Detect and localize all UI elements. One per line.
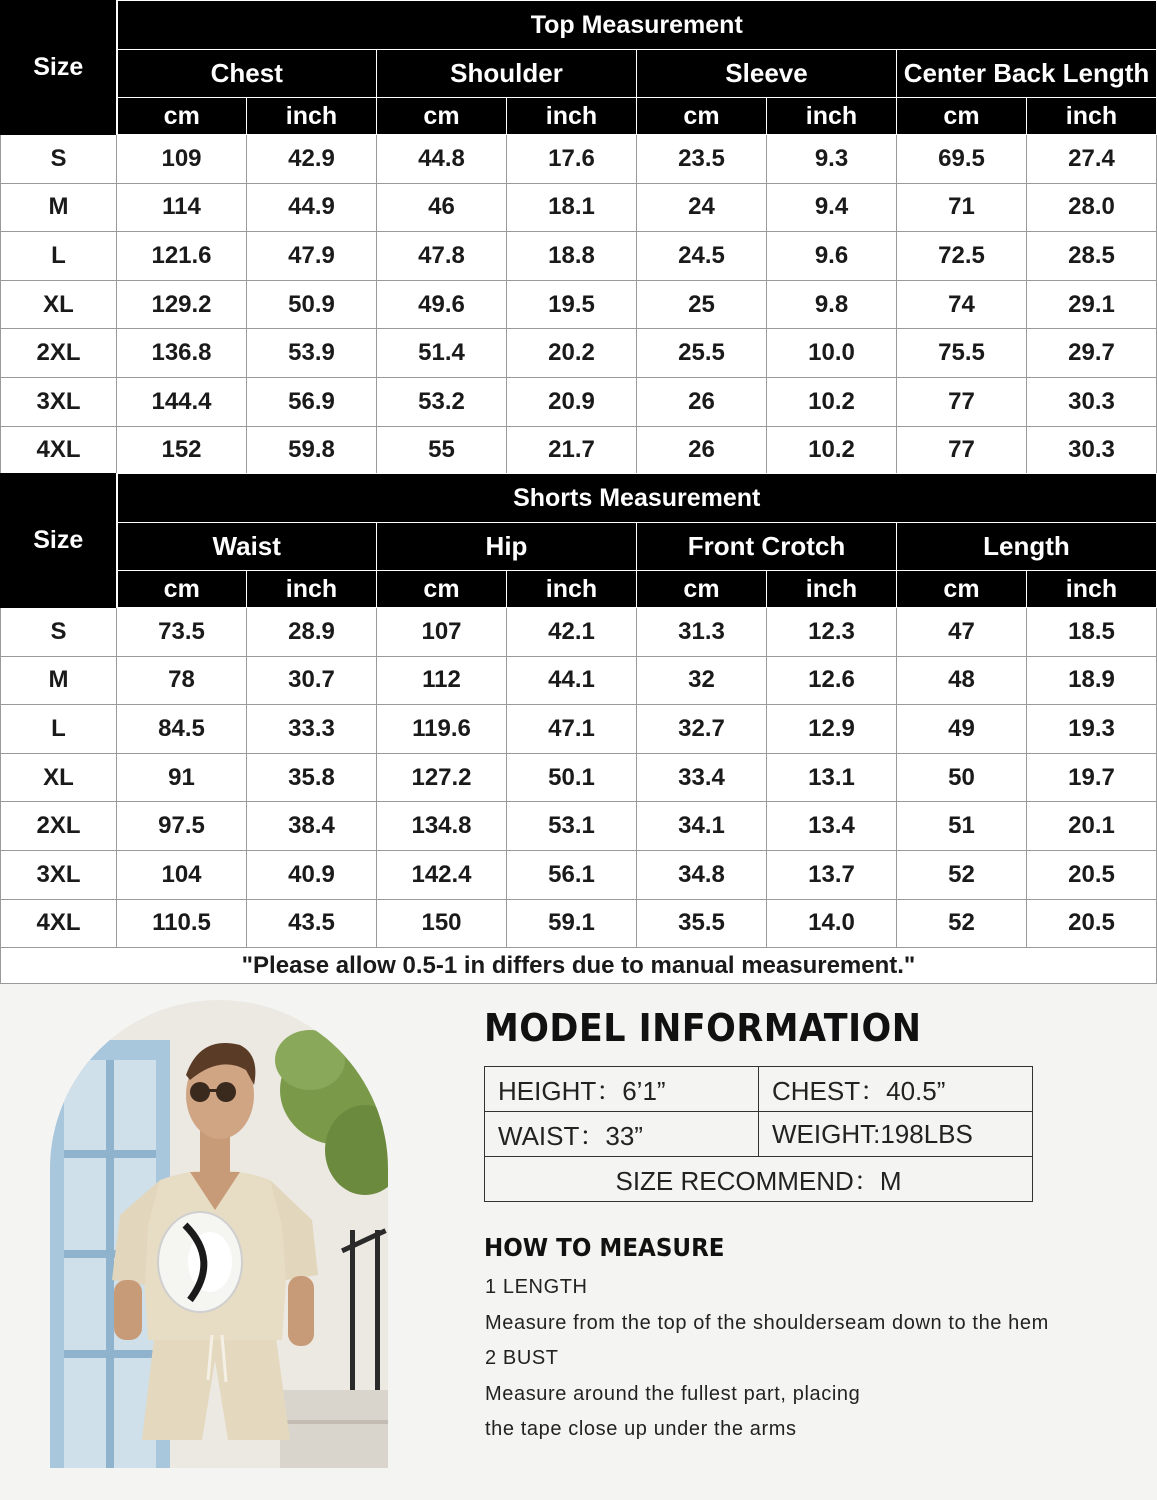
- top-measurement-table: [0, 0, 1157, 475]
- measurement-cell: 136.8: [117, 329, 247, 378]
- measurement-cell: 47.9: [247, 232, 377, 281]
- unit-header: cm: [377, 571, 507, 608]
- table-row: [1, 329, 1157, 378]
- model-weight: WEIGHT:198LBS: [759, 1112, 1033, 1157]
- measurement-cell: 9.4: [767, 183, 897, 232]
- table-row: [1, 377, 1157, 426]
- measurement-cell: 47: [897, 608, 1027, 657]
- unit-row: [1, 98, 1157, 135]
- measurement-cell: 10.0: [767, 329, 897, 378]
- measurement-cell: 110.5: [117, 899, 247, 948]
- measurement-cell: 44.8: [377, 135, 507, 184]
- unit-header: inch: [767, 98, 897, 135]
- measurement-cell: 32.7: [637, 705, 767, 754]
- size-label-cell: S: [1, 608, 117, 657]
- measurement-cell: 104: [117, 850, 247, 899]
- measurement-cell: 56.9: [247, 377, 377, 426]
- measurement-cell: 10.2: [767, 426, 897, 475]
- measurement-cell: 29.7: [1027, 329, 1157, 378]
- measurement-cell: 134.8: [377, 802, 507, 851]
- model-illustration: [50, 1000, 388, 1468]
- measurement-cell: 12.9: [767, 705, 897, 754]
- table-row: [1, 656, 1157, 705]
- measurement-cell: 107: [377, 608, 507, 657]
- model-info-table: [484, 1066, 1033, 1202]
- measurement-cell: 20.5: [1027, 850, 1157, 899]
- measurement-cell: 9.3: [767, 135, 897, 184]
- unit-header: cm: [637, 98, 767, 135]
- table-row: [1, 232, 1157, 281]
- group-chest: Chest: [117, 50, 377, 98]
- measurement-cell: 19.5: [507, 280, 637, 329]
- measurement-cell: 19.3: [1027, 705, 1157, 754]
- unit-header: cm: [117, 98, 247, 135]
- measurement-cell: 69.5: [897, 135, 1027, 184]
- unit-header: inch: [507, 98, 637, 135]
- measurement-cell: 50.9: [247, 280, 377, 329]
- measurement-cell: 150: [377, 899, 507, 948]
- table-row: [1, 802, 1157, 851]
- group-length: Length: [897, 523, 1157, 571]
- size-label-cell: L: [1, 232, 117, 281]
- size-label-cell: S: [1, 135, 117, 184]
- measurement-cell: 9.6: [767, 232, 897, 281]
- measurement-cell: 33.4: [637, 753, 767, 802]
- measurement-cell: 49.6: [377, 280, 507, 329]
- model-chest: CHEST：40.5”: [759, 1067, 1033, 1112]
- measurement-cell: 73.5: [117, 608, 247, 657]
- unit-header: cm: [897, 98, 1027, 135]
- measurement-cell: 144.4: [117, 377, 247, 426]
- measurement-cell: 34.1: [637, 802, 767, 851]
- measurement-cell: 121.6: [117, 232, 247, 281]
- measurement-cell: 114: [117, 183, 247, 232]
- unit-header: cm: [897, 571, 1027, 608]
- measurement-cell: 26: [637, 377, 767, 426]
- measurement-cell: 51.4: [377, 329, 507, 378]
- measurement-cell: 44.9: [247, 183, 377, 232]
- measurement-cell: 28.9: [247, 608, 377, 657]
- measurement-cell: 59.8: [247, 426, 377, 475]
- measurement-cell: 33.3: [247, 705, 377, 754]
- measurement-cell: 71: [897, 183, 1027, 232]
- measurement-cell: 14.0: [767, 899, 897, 948]
- measurement-cell: 20.2: [507, 329, 637, 378]
- measurement-cell: 23.5: [637, 135, 767, 184]
- measurement-cell: 91: [117, 753, 247, 802]
- measurement-cell: 78: [117, 656, 247, 705]
- measurement-cell: 59.1: [507, 899, 637, 948]
- measurement-cell: 53.9: [247, 329, 377, 378]
- measurement-cell: 35.5: [637, 899, 767, 948]
- measurement-cell: 25: [637, 280, 767, 329]
- measurement-cell: 52: [897, 899, 1027, 948]
- measurement-cell: 119.6: [377, 705, 507, 754]
- measurement-cell: 77: [897, 426, 1027, 475]
- measurement-cell: 75.5: [897, 329, 1027, 378]
- size-recommend: SIZE RECOMMEND：M: [485, 1157, 1033, 1202]
- measurement-cell: 28.0: [1027, 183, 1157, 232]
- measurement-cell: 12.3: [767, 608, 897, 657]
- measurement-cell: 50.1: [507, 753, 637, 802]
- measurement-cell: 13.7: [767, 850, 897, 899]
- unit-row: [1, 571, 1157, 608]
- model-waist: WAIST：33”: [485, 1112, 759, 1157]
- measurement-cell: 142.4: [377, 850, 507, 899]
- measurement-cell: 24.5: [637, 232, 767, 281]
- top-table-title: Top Measurement: [117, 1, 1157, 50]
- top-table-body: [1, 135, 1157, 475]
- measurement-cell: 50: [897, 753, 1027, 802]
- measurement-cell: 18.9: [1027, 656, 1157, 705]
- table-row: [1, 850, 1157, 899]
- size-header: Size: [1, 1, 117, 135]
- unit-header: inch: [1027, 98, 1157, 135]
- measurement-cell: 30.3: [1027, 377, 1157, 426]
- unit-header: inch: [247, 571, 377, 608]
- measurement-cell: 152: [117, 426, 247, 475]
- group-hip: Hip: [377, 523, 637, 571]
- group-sleeve: Sleeve: [637, 50, 897, 98]
- how-to-measure-title: HOW TO MEASURE: [484, 1233, 725, 1262]
- measurement-cell: 43.5: [247, 899, 377, 948]
- measurement-cell: 49: [897, 705, 1027, 754]
- unit-header: cm: [637, 571, 767, 608]
- group-waist: Waist: [117, 523, 377, 571]
- table-row: [1, 280, 1157, 329]
- measurement-cell: 26: [637, 426, 767, 475]
- size-label-cell: 2XL: [1, 802, 117, 851]
- measurement-cell: 129.2: [117, 280, 247, 329]
- measurement-cell: 53.2: [377, 377, 507, 426]
- shorts-table-title: Shorts Measurement: [117, 474, 1157, 523]
- measurement-cell: 18.5: [1027, 608, 1157, 657]
- measurement-cell: 112: [377, 656, 507, 705]
- measurement-cell: 74: [897, 280, 1027, 329]
- table-row: [1, 426, 1157, 475]
- model-photo: [50, 1000, 388, 1468]
- measurement-cell: 18.8: [507, 232, 637, 281]
- bust-description-line1: Measure around the fullest part, placing: [485, 1383, 861, 1405]
- table-row: [1, 183, 1157, 232]
- measurement-cell: 19.7: [1027, 753, 1157, 802]
- size-label-cell: 4XL: [1, 426, 117, 475]
- measurement-cell: 9.8: [767, 280, 897, 329]
- measurement-cell: 48: [897, 656, 1027, 705]
- table-row: [1, 753, 1157, 802]
- shorts-table-body: [1, 608, 1157, 948]
- group-center-back-length: Center Back Length: [897, 50, 1157, 98]
- size-label-cell: 3XL: [1, 377, 117, 426]
- measurement-cell: 51: [897, 802, 1027, 851]
- model-info-title: MODEL INFORMATION: [484, 1006, 922, 1050]
- measurement-cell: 21.7: [507, 426, 637, 475]
- measurement-cell: 20.9: [507, 377, 637, 426]
- unit-header: inch: [1027, 571, 1157, 608]
- table-row: [1, 899, 1157, 948]
- unit-header: inch: [507, 571, 637, 608]
- measurement-cell: 56.1: [507, 850, 637, 899]
- measurement-cell: 25.5: [637, 329, 767, 378]
- shorts-measurement-table: [0, 473, 1157, 948]
- size-header: Size: [1, 474, 117, 608]
- size-label-cell: M: [1, 183, 117, 232]
- measurement-cell: 13.1: [767, 753, 897, 802]
- measurement-cell: 55: [377, 426, 507, 475]
- group-shoulder: Shoulder: [377, 50, 637, 98]
- measurement-cell: 12.6: [767, 656, 897, 705]
- measurement-cell: 46: [377, 183, 507, 232]
- measurement-note: "Please allow 0.5-1 in differs due to manual measurement.": [0, 946, 1157, 984]
- table-row: [1, 135, 1157, 184]
- size-label-cell: XL: [1, 280, 117, 329]
- measurement-cell: 34.8: [637, 850, 767, 899]
- unit-header: cm: [117, 571, 247, 608]
- size-label-cell: M: [1, 656, 117, 705]
- length-description: Measure from the top of the shoulderseam down to the hem: [485, 1312, 1049, 1334]
- size-label-cell: XL: [1, 753, 117, 802]
- measurement-cell: 127.2: [377, 753, 507, 802]
- measurement-cell: 32: [637, 656, 767, 705]
- measurement-cell: 42.1: [507, 608, 637, 657]
- measurement-cell: 20.5: [1027, 899, 1157, 948]
- size-label-cell: 2XL: [1, 329, 117, 378]
- measurement-cell: 35.8: [247, 753, 377, 802]
- measurement-cell: 40.9: [247, 850, 377, 899]
- measurement-cell: 97.5: [117, 802, 247, 851]
- measurement-cell: 24: [637, 183, 767, 232]
- measurement-cell: 52: [897, 850, 1027, 899]
- unit-header: inch: [247, 98, 377, 135]
- measurement-cell: 44.1: [507, 656, 637, 705]
- measurement-cell: 77: [897, 377, 1027, 426]
- measurement-cell: 30.7: [247, 656, 377, 705]
- measurement-cell: 20.1: [1027, 802, 1157, 851]
- size-label-cell: 3XL: [1, 850, 117, 899]
- measurement-cell: 84.5: [117, 705, 247, 754]
- model-height: HEIGHT：6’1”: [485, 1067, 759, 1112]
- measurement-cell: 18.1: [507, 183, 637, 232]
- table-row: [1, 705, 1157, 754]
- measurement-cell: 47.1: [507, 705, 637, 754]
- bust-title: 2 BUST: [485, 1347, 559, 1369]
- measurement-cell: 47.8: [377, 232, 507, 281]
- unit-header: cm: [377, 98, 507, 135]
- group-front-crotch: Front Crotch: [637, 523, 897, 571]
- size-label-cell: L: [1, 705, 117, 754]
- measurement-cell: 10.2: [767, 377, 897, 426]
- measurement-cell: 13.4: [767, 802, 897, 851]
- measurement-cell: 31.3: [637, 608, 767, 657]
- measurement-cell: 72.5: [897, 232, 1027, 281]
- measurement-cell: 38.4: [247, 802, 377, 851]
- unit-header: inch: [767, 571, 897, 608]
- length-title: 1 LENGTH: [485, 1276, 588, 1298]
- measurement-cell: 53.1: [507, 802, 637, 851]
- measurement-cell: 42.9: [247, 135, 377, 184]
- measurement-cell: 27.4: [1027, 135, 1157, 184]
- size-label-cell: 4XL: [1, 899, 117, 948]
- measurement-cell: 30.3: [1027, 426, 1157, 475]
- measurement-cell: 28.5: [1027, 232, 1157, 281]
- bust-description-line2: the tape close up under the arms: [485, 1418, 797, 1440]
- measurement-cell: 29.1: [1027, 280, 1157, 329]
- measurement-cell: 17.6: [507, 135, 637, 184]
- table-row: [1, 608, 1157, 657]
- measurement-cell: 109: [117, 135, 247, 184]
